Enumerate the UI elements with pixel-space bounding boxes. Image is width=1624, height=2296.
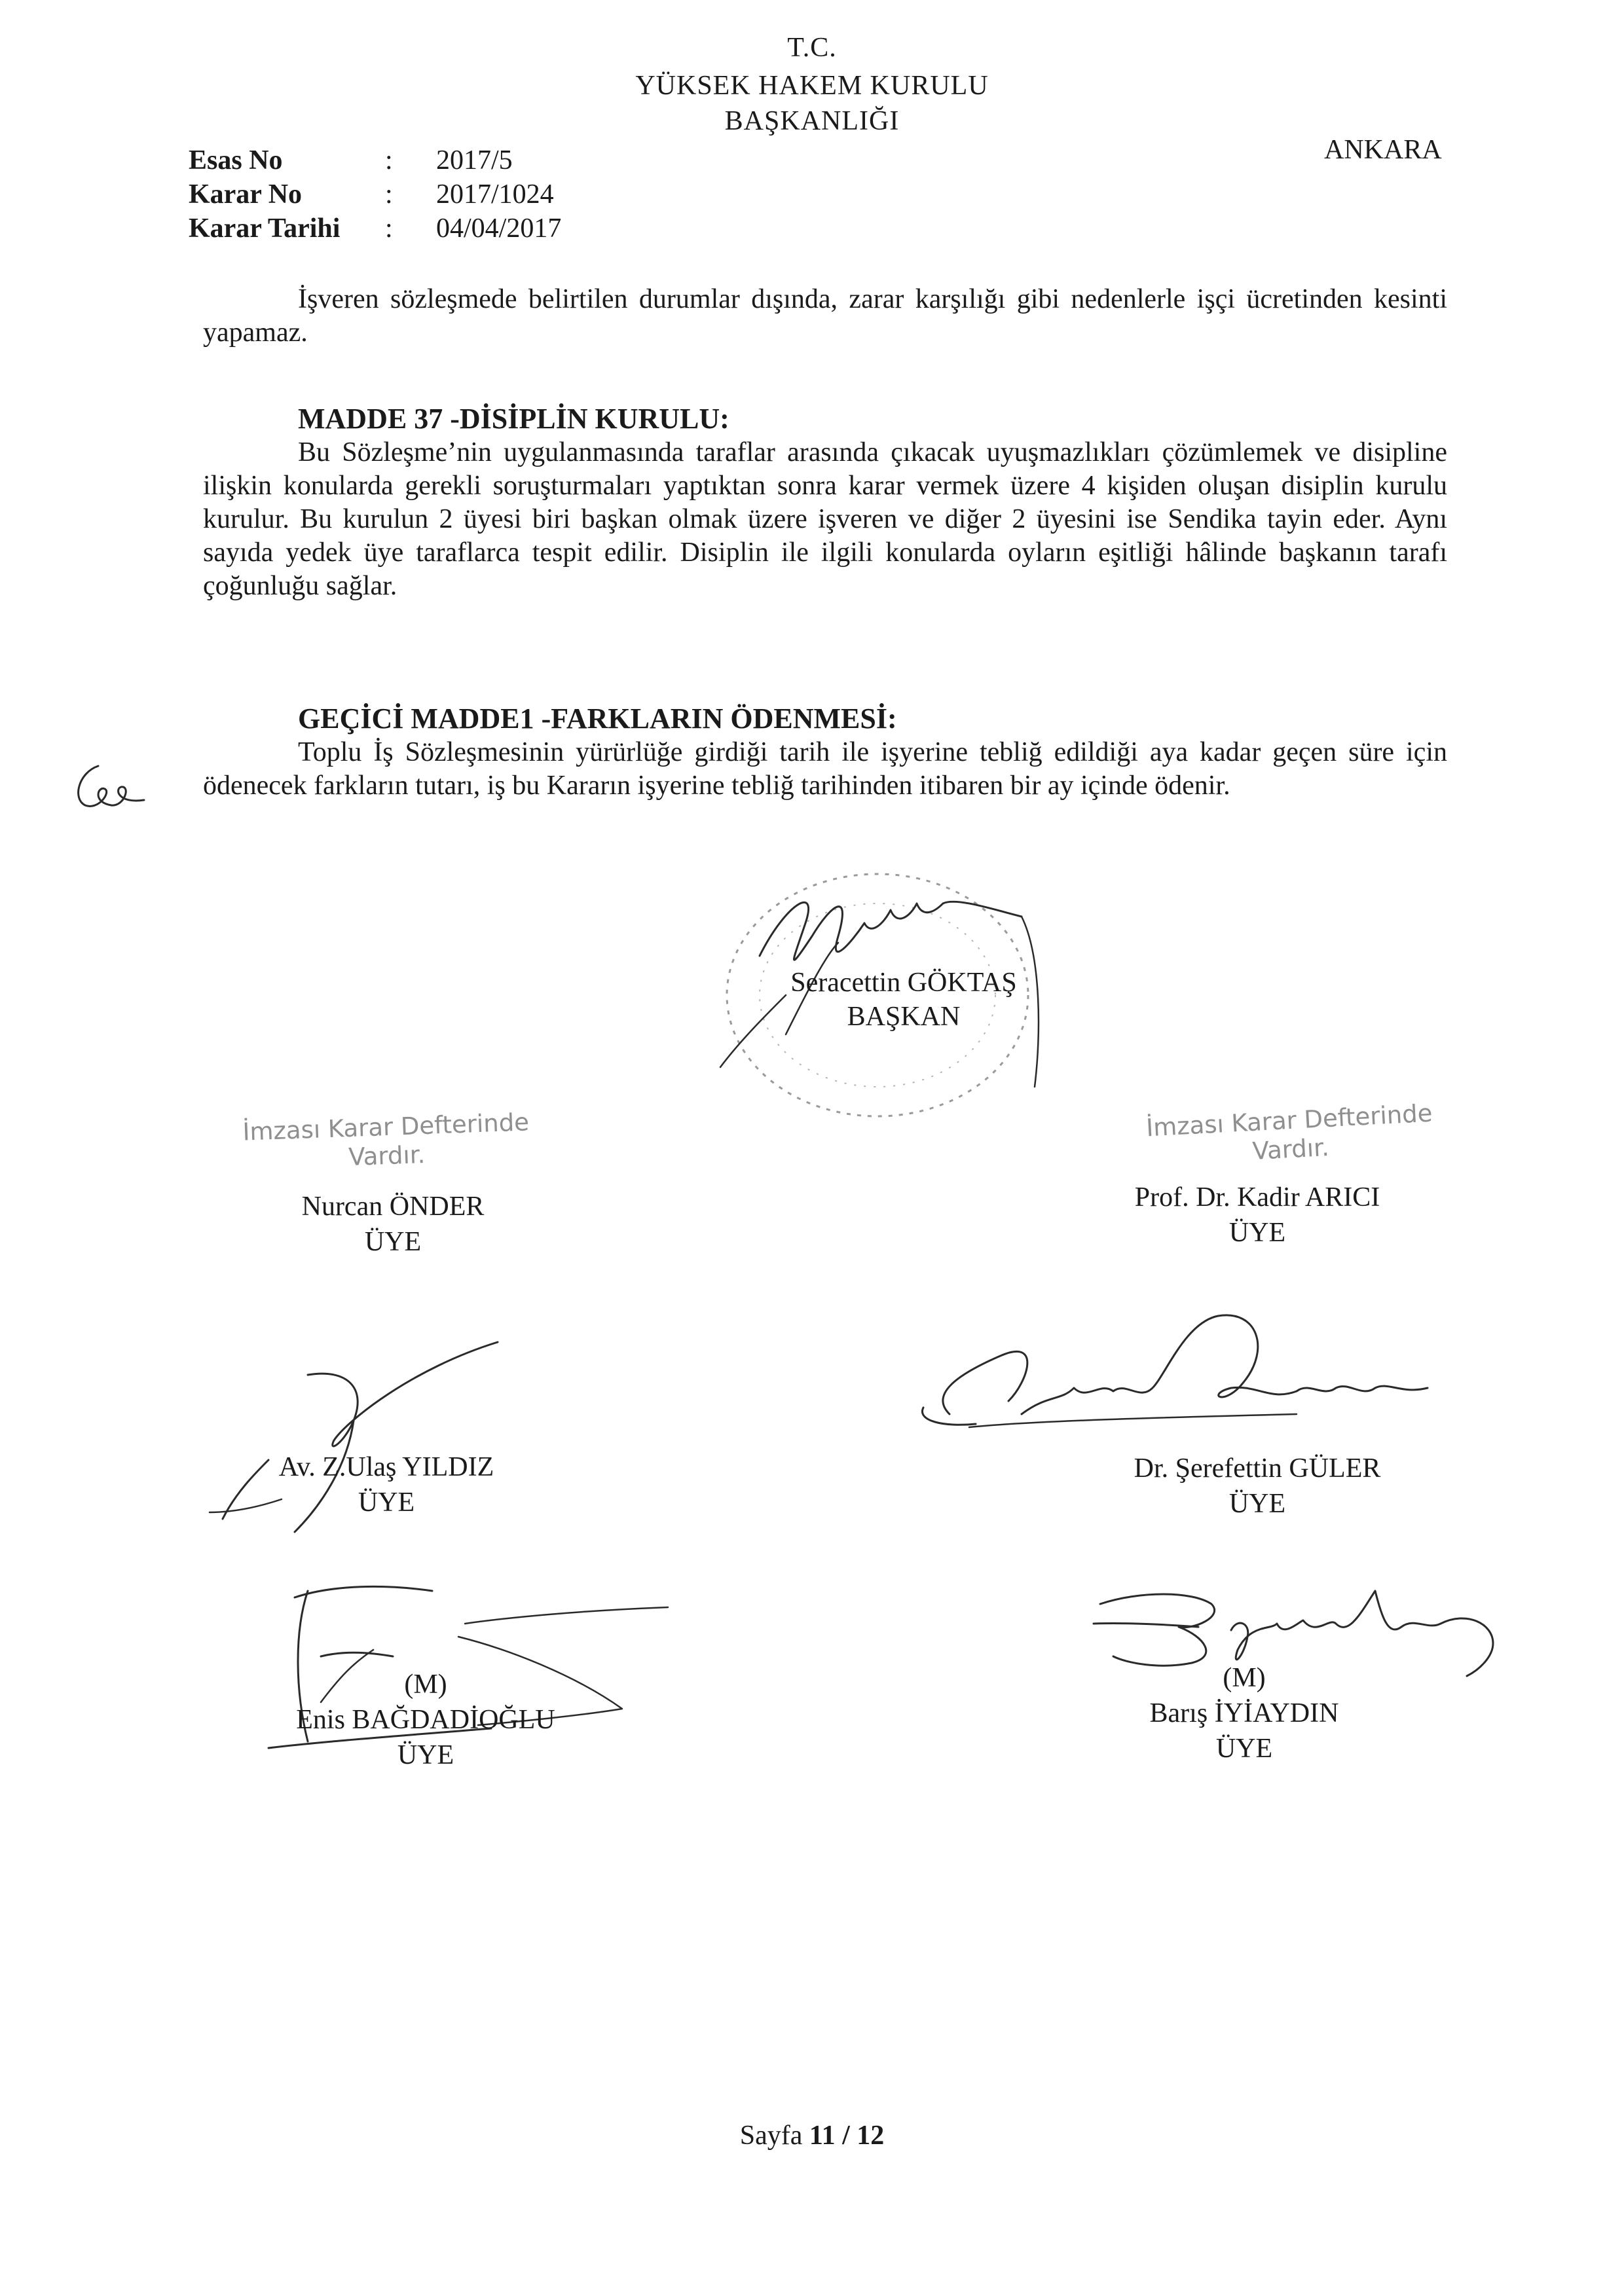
chair-name: Seracettin GÖKTAŞ (790, 968, 1017, 998)
member3-name: Av. Z.Ulaş YILDIZ (278, 1452, 494, 1482)
member5-mark: (M) (404, 1669, 447, 1700)
page-number: 11 / 12 (809, 2121, 885, 2151)
chair-title: BAŞKAN (847, 1002, 961, 1032)
gecici-text: Toplu İş Sözleşmesinin yürürlüğe girdiği tarih ile işyerine tebliğ edildiği aya kadar geçen süre için ödenecek farkların tutarı, iş bu Kararın işyerine tebliğ tarihinden itibaren bir ay içinde ödenir. (203, 737, 1447, 801)
karar-colon: : (385, 179, 393, 210)
member3-title: ÜYE (358, 1487, 415, 1518)
tarih-label: Karar Tarihi (189, 213, 341, 244)
member6-mark: (M) (1223, 1663, 1266, 1693)
esas-colon: : (385, 145, 393, 175)
madde37-text: Bu Sözleşme’nin uygulanmasında taraflar arasında çıkacak uyuşmazlıkları çözümlemek ve disipline ilişkin konularda gerekli soruşturmaları yaptıktan sonra karar vermek üzere 4 kişiden oluşan disiplin kurulu kurulur. Bu kurulun 2 üyesi biri başkan olmak üzere işveren ve diğer 2 üyesini ise Sendika tayin eder. Aynı sayıda yedek üye taraflarca tespit edilir. Disiplin ile ilgili konularda oyların eşitliği hâlinde başkanın tarafı çoğunluğu sağlar. (203, 437, 1447, 601)
tarih-value: 04/04/2017 (436, 213, 562, 244)
stamp-note-member2: İmzası Karar Defterinde Vardır. (1145, 1099, 1433, 1166)
header-tc: T.C. (787, 33, 837, 63)
tarih-colon: : (385, 213, 393, 244)
gecici-title: GEÇİCİ MADDE1 -FARKLARIN ÖDENMESİ: (298, 702, 897, 735)
karar-value: 2017/1024 (436, 179, 554, 210)
karar-label: Karar No (189, 179, 303, 210)
member5-name: Enis BAĞDADİOĞLU (296, 1705, 555, 1735)
esas-value: 2017/5 (436, 145, 513, 175)
member2-name: Prof. Dr. Kadir ARICI (1134, 1182, 1380, 1212)
margin-initials-icon (52, 753, 183, 825)
header-presidency: BAŞKANLIĞI (724, 106, 900, 136)
member5-title: ÜYE (397, 1740, 454, 1770)
page-footer-prefix: Sayfa (739, 2121, 809, 2151)
member6-name: Barış İYİAYDIN (1149, 1698, 1339, 1728)
member4-name: Dr. Şerefettin GÜLER (1134, 1453, 1381, 1484)
paragraph-intro: İşveren sözleşmede belirtilen durumlar dışında, zarar karşılığı gibi nedenlerle işçi ücretinden kesinti yapamaz. (203, 284, 1447, 348)
member1-title: ÜYE (364, 1227, 422, 1257)
madde37-title: MADDE 37 -DİSİPLİN KURULU: (298, 403, 729, 435)
member1-name: Nurcan ÖNDER (301, 1192, 485, 1222)
esas-label: Esas No (189, 145, 283, 175)
header-city: ANKARA (1324, 135, 1442, 165)
page-footer (0, 2120, 1624, 2151)
stamp-note-member1: İmzası Karar Defterinde Vardır. (242, 1108, 530, 1172)
member2-title: ÜYE (1228, 1218, 1286, 1248)
member6-title: ÜYE (1215, 1734, 1273, 1764)
header-institution: YÜKSEK HAKEM KURULU (635, 71, 989, 101)
member4-title: ÜYE (1228, 1489, 1286, 1519)
member4-signature-icon (904, 1283, 1559, 1484)
